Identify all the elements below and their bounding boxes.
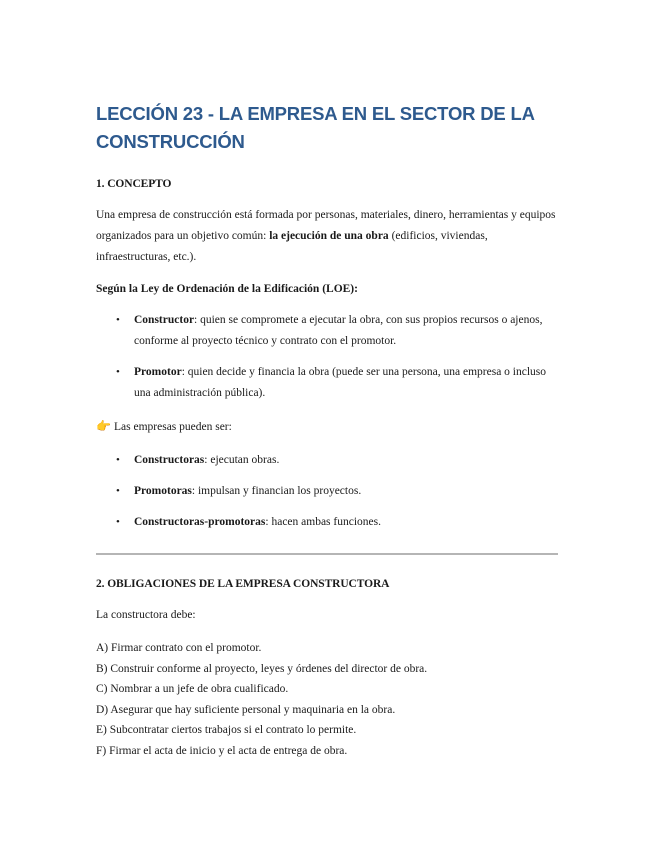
bullet-icon: • [116,366,120,378]
section-divider [96,553,558,555]
type-term: Promotoras [134,485,192,497]
obligations-intro: La constructora debe: [96,609,196,621]
list-item [96,362,558,404]
definitions-list [96,310,558,404]
concept-text: Una empresa de construcción está formada por personas, materiales, dinero, herramientas y equipos organizados para un objetivo común: [96,209,556,242]
section-1-heading: 1. CONCEPTO [96,178,172,190]
list-item: D) Asegurar que hay suficiente personal y maquinaria en la obra. [96,703,396,716]
concept-text-end: (edificios, viviendas, infraestructuras, etc.). [96,230,488,263]
types-intro-text: Las empresas pueden ser: [114,421,232,433]
page-title-line-2: CONSTRUCCIÓN [96,131,245,152]
definition-term: Constructor [134,314,195,326]
list-item [96,310,558,352]
list-item: E) Subcontratar ciertos trabajos si el contrato lo permite. [96,724,357,737]
bullet-icon: • [116,485,120,497]
section-2-heading: 2. OBLIGACIONES DE LA EMPRESA CONSTRUCTORA [96,578,390,590]
list-item: F) Firmar el acta de inicio y el acta de entrega de obra. [96,744,348,757]
page-title-line-1: LECCIÓN 23 - LA EMPRESA EN EL SECTOR DE LA [96,103,535,124]
obligations-list [96,640,558,759]
types-intro [96,416,232,438]
list-item [96,481,558,502]
concept-bold-text: la ejecución de una obra [269,230,389,242]
type-text: : ejecutan obras. [204,454,280,466]
company-types-list [96,450,558,533]
list-item: B) Construir conforme al proyecto, leyes y órdenes del director de obra. [96,662,428,675]
definition-text: : quien decide y financia la obra (puede ser una persona, una empresa o incluso una administración pública). [134,366,547,399]
loe-prefix: Según la [96,283,141,295]
list-item: C) Nombrar a un jefe de obra cualificado. [96,683,289,696]
loe-colon: : [354,283,358,295]
type-text: : impulsan y financian los proyectos. [191,485,362,497]
bullet-icon: • [116,454,120,466]
loe-paragraph [96,279,358,300]
loe-law-name: Ley de Ordenación de la Edificación (LOE) [140,283,355,295]
definition-term: Promotor [134,366,182,378]
page-title [96,100,535,156]
pointing-hand-icon: 👉 [96,419,111,433]
list-item [96,512,558,533]
concept-paragraph [96,205,558,268]
definition-text: : quien se compromete a ejecutar la obra, con sus propios recursos o ajenos, conforme al proyecto técnico y contrato con el promotor. [134,314,543,347]
list-item: A) Firmar contrato con el promotor. [96,642,262,654]
list-item [96,450,558,471]
type-term: Constructoras [134,454,205,466]
type-text: : hacen ambas funciones. [265,516,381,528]
bullet-icon: • [116,516,120,528]
bullet-icon: • [116,314,120,326]
type-term: Constructoras-promotoras [134,516,266,528]
